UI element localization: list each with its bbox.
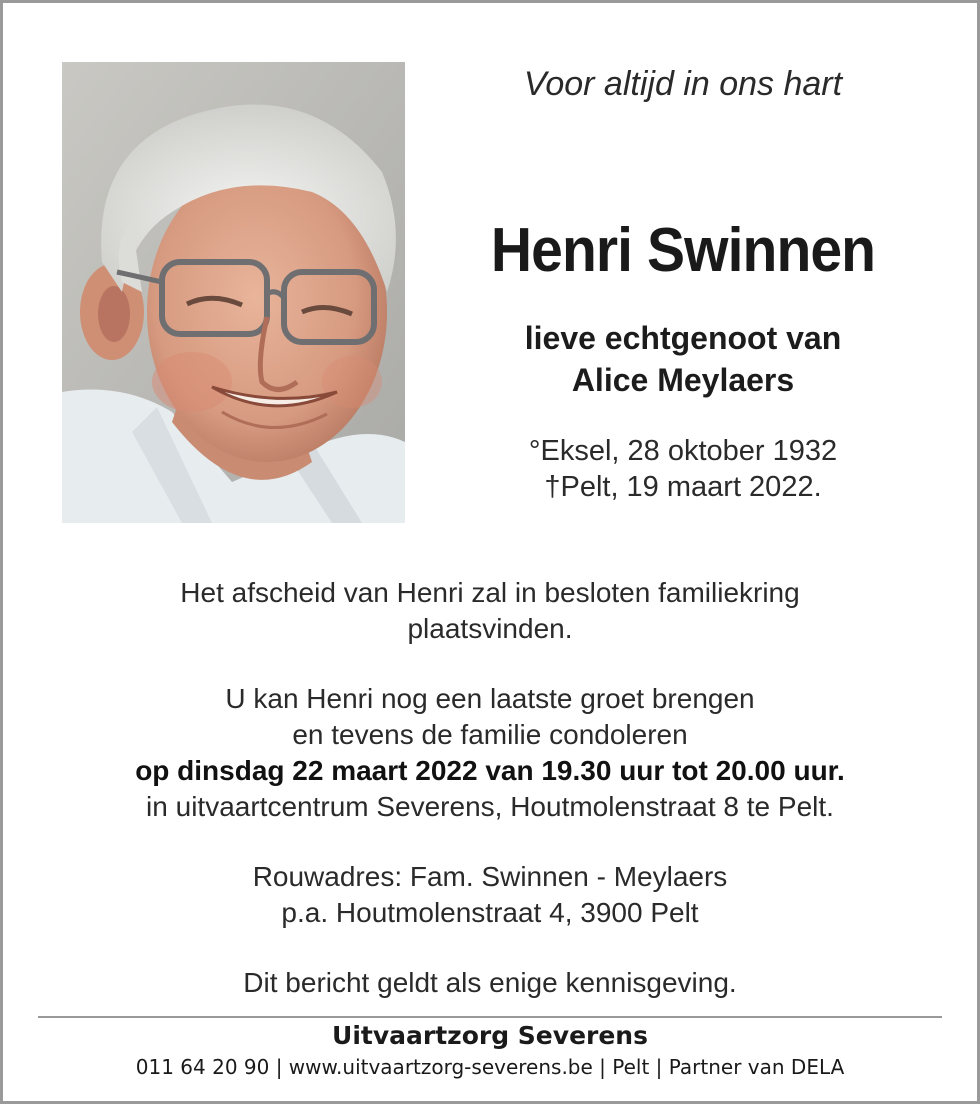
farewell-line: Het afscheid van Henri zal in besloten familiekring [180,577,800,608]
funeral-company-contact: 011 64 20 90 | www.uitvaartzorg-severens.be | Pelt | Partner van DELA [135,1055,845,1079]
farewell-line: plaatsvinden. [407,613,573,644]
deceased-name: Henri Swinnen [490,216,876,285]
mourning-address: Rouwadres: Fam. Swinnen - Meylaers [252,861,728,892]
visitation-time: op dinsdag 22 maart 2022 van 19.30 uur tot 20.00 uur. [135,755,845,786]
motto: Voor altijd in ons hart [523,65,843,103]
relation-line: lieve echtgenoot van [524,320,842,356]
greeting-line: U kan Henri nog een laatste groet brengen [225,683,755,714]
announcement-body [43,575,937,1001]
mourning-address: p.a. Houtmolenstraat 4, 3900 Pelt [281,897,699,928]
footer-divider [38,1016,942,1018]
relation-block [423,317,943,401]
visitation-location: in uitvaartcentrum Severens, Houtmolenstraat 8 te Pelt. [146,791,834,822]
spouse-name: Alice Meylaers [571,362,795,398]
funeral-company: Uitvaartzorg Severens [332,1021,648,1050]
death-date: †Pelt, 19 maart 2022. [544,471,822,503]
life-dates [423,433,943,505]
portrait-photo [62,62,405,523]
notice-line: Dit bericht geldt als enige kennisgeving. [243,967,737,998]
greeting-line: en tevens de familie condoleren [292,719,688,750]
birth-date: °Eksel, 28 oktober 1932 [528,435,838,467]
